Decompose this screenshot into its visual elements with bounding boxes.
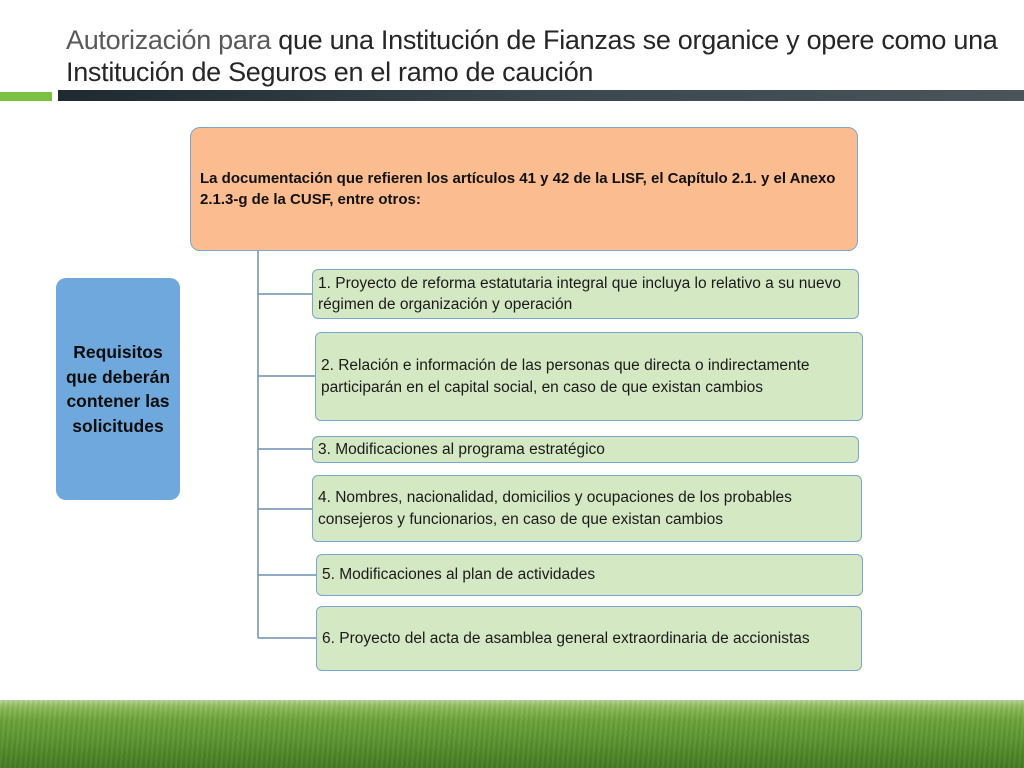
grass-footer-image bbox=[0, 700, 1024, 768]
title-accent-bar bbox=[0, 92, 52, 101]
requirement-item-5 bbox=[316, 554, 863, 596]
requirement-item-4 bbox=[312, 475, 862, 542]
requirement-item-2 bbox=[315, 332, 863, 421]
requirement-item-1 bbox=[312, 269, 859, 319]
title-underline-bar bbox=[58, 90, 1024, 101]
requirement-item-4-text: 4. Nombres, nacionalidad, domicilios y ocupaciones de los probables consejeros y funcionarios, en caso de que existan cambios bbox=[318, 489, 792, 528]
documentation-header-text: La documentación que refieren los artículos 41 y 42 de la LISF, el Capítulo 2.1. y el Anexo 2.1.3-g de la CUSF, entre otros: bbox=[200, 170, 836, 208]
requirement-item-6 bbox=[316, 606, 862, 671]
requirement-item-5-text: 5. Modificaciones al plan de actividades bbox=[322, 566, 596, 584]
slide-title-rest: que una Institución de Fianzas se organice y opere como una Institución de Seguros en el ramo de caución bbox=[66, 25, 998, 87]
requirements-label: Requisitos que deberán contener las solicitudes bbox=[65, 342, 171, 436]
requirement-item-3-text: 3. Modificaciones al programa estratégico bbox=[318, 440, 605, 458]
requirement-item-6-text: 6. Proyecto del acta de asamblea general extraordinaria de accionistas bbox=[322, 629, 810, 647]
documentation-header-box bbox=[190, 127, 858, 251]
slide-title bbox=[66, 24, 1016, 88]
requirements-label-box bbox=[56, 278, 180, 500]
requirement-item-2-text: 2. Relación e información de las personas que directa o indirectamente participarán en el capital social, en caso de que existan cambios bbox=[321, 357, 810, 396]
requirement-item-1-text: 1. Proyecto de reforma estatutaria integral que incluya lo relativo a su nuevo régimen de organización y operación bbox=[318, 274, 841, 313]
slide-title-lead: Autorización para bbox=[66, 25, 272, 55]
requirement-item-3 bbox=[312, 436, 859, 463]
